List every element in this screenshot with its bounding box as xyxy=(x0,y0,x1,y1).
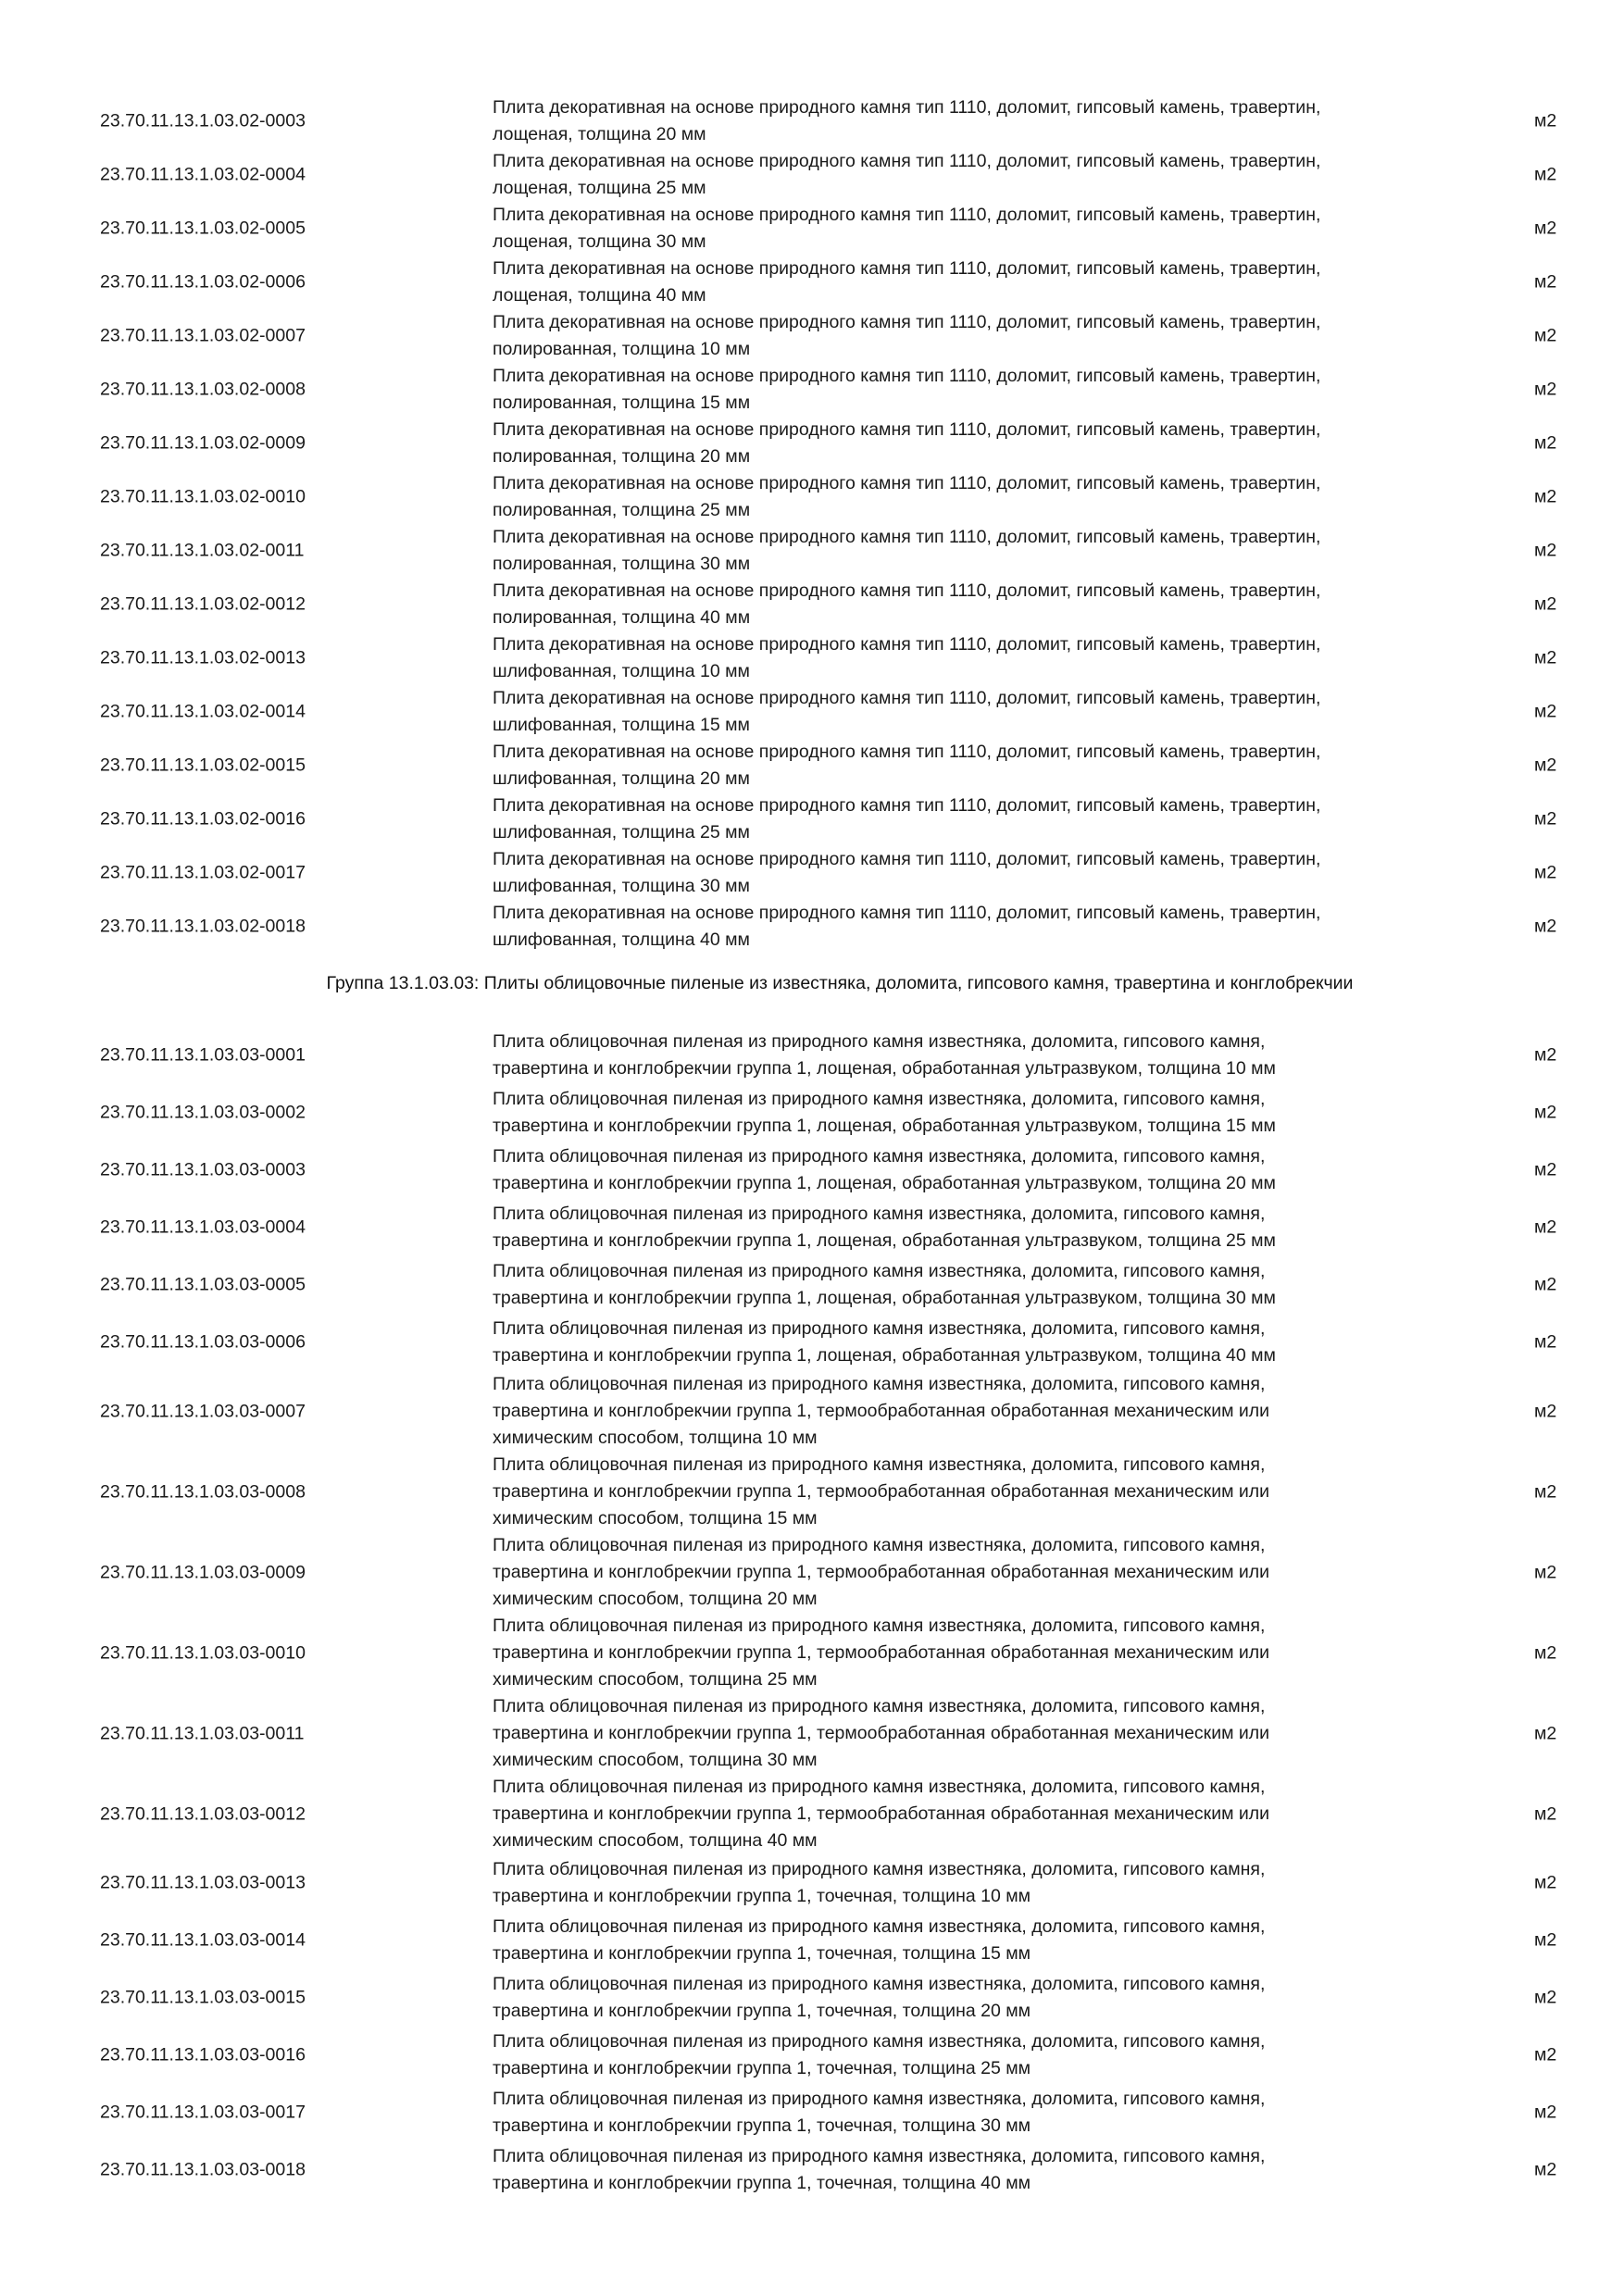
resource-description: Плита декоративная на основе природного камня тип 1110, доломит, гипсовый камень, травертин, лощеная, толщина 25 мм xyxy=(493,151,1321,198)
group-13-1-03-03-rows xyxy=(0,1027,1624,2199)
resource-code: 23.70.11.13.1.03.02-0011 xyxy=(100,540,305,561)
table-row xyxy=(0,202,1624,256)
resource-description: Плита облицовочная пиленая из природного камня известняка, доломита, гипсового камня, травертина и конглобрекчии группа 1, термообработанная обработанная механическим или химическим способом, толщина 20 мм xyxy=(493,1535,1270,1609)
unit-of-measure: м2 xyxy=(1534,1401,1557,1421)
table-row xyxy=(0,1084,1624,1142)
resource-description: Плита облицовочная пиленая из природного камня известняка, доломита, гипсового камня, травертина и конглобрекчии группа 1, термообработанная обработанная механическим или химическим способом, толщина 25 мм xyxy=(493,1616,1270,1690)
table-row xyxy=(0,1371,1624,1452)
resource-code: 23.70.11.13.1.03.02-0012 xyxy=(100,593,306,615)
table-row xyxy=(0,792,1624,846)
unit-of-measure: м2 xyxy=(1534,1723,1557,1743)
resource-code: 23.70.11.13.1.03.03-0013 xyxy=(100,1872,306,1893)
resource-description: Плита декоративная на основе природного камня тип 1110, доломит, гипсовый камень, травертин, полированная, толщина 20 мм xyxy=(493,419,1321,467)
group-13-1-03-02-rows xyxy=(0,94,1624,954)
table-row xyxy=(0,1256,1624,1314)
unit-of-measure: м2 xyxy=(1534,325,1557,346)
table-row xyxy=(0,900,1624,954)
unit-of-measure: м2 xyxy=(1534,110,1557,131)
unit-of-measure: м2 xyxy=(1534,1481,1557,1502)
resource-description: Плита облицовочная пиленая из природного камня известняка, доломита, гипсового камня, травертина и конглобрекчии группа 1, термообработанная обработанная механическим или химическим способом, толщина 40 мм xyxy=(493,1777,1270,1851)
resource-description: Плита декоративная на основе природного камня тип 1110, доломит, гипсовый камень, травертин, шлифованная, толщина 20 мм xyxy=(493,742,1321,789)
unit-of-measure: м2 xyxy=(1534,701,1557,722)
resource-code: 23.70.11.13.1.03.03-0012 xyxy=(100,1803,306,1824)
unit-of-measure: м2 xyxy=(1534,1987,1557,2008)
table-row xyxy=(0,1693,1624,1774)
unit-of-measure: м2 xyxy=(1534,1044,1557,1066)
unit-of-measure: м2 xyxy=(1534,486,1557,507)
table-row xyxy=(0,846,1624,900)
resource-description: Плита облицовочная пиленая из природного камня известняка, доломита, гипсового камня, травертина и конглобрекчии группа 1, точечная, толщина 10 мм xyxy=(493,1859,1266,1906)
resource-description: Плита декоративная на основе природного камня тип 1110, доломит, гипсовый камень, травертин, шлифованная, толщина 15 мм xyxy=(493,688,1321,735)
unit-of-measure: м2 xyxy=(1534,755,1557,776)
price-list-page xyxy=(0,94,1624,2199)
unit-of-measure: м2 xyxy=(1534,540,1557,561)
table-row xyxy=(0,94,1624,148)
resource-description: Плита облицовочная пиленая из природного камня известняка, доломита, гипсового камня, травертина и конглобрекчии группа 1, точечная, толщина 15 мм xyxy=(493,1916,1266,1964)
resource-description: Плита декоративная на основе природного камня тип 1110, доломит, гипсовый камень, травертин, лощеная, толщина 20 мм xyxy=(493,97,1321,144)
table-row xyxy=(0,1912,1624,1969)
unit-of-measure: м2 xyxy=(1534,593,1557,615)
table-row xyxy=(0,685,1624,739)
resource-description: Плита облицовочная пиленая из природного камня известняка, доломита, гипсового камня, травертина и конглобрекчии группа 1, лощеная, обработанная ультразвуком, толщина 40 мм xyxy=(493,1318,1276,1366)
unit-of-measure: м2 xyxy=(1534,164,1557,185)
resource-description: Плита декоративная на основе природного камня тип 1110, доломит, гипсовый камень, травертин, шлифованная, толщина 25 мм xyxy=(493,795,1321,842)
table-row xyxy=(0,739,1624,792)
resource-code: 23.70.11.13.1.03.02-0006 xyxy=(100,271,306,293)
resource-code: 23.70.11.13.1.03.03-0003 xyxy=(100,1159,306,1180)
table-row xyxy=(0,148,1624,202)
resource-description: Плита облицовочная пиленая из природного камня известняка, доломита, гипсового камня, травертина и конглобрекчии группа 1, лощеная, обработанная ультразвуком, толщина 15 мм xyxy=(493,1089,1276,1136)
resource-description: Плита облицовочная пиленая из природного камня известняка, доломита, гипсового камня, травертина и конглобрекчии группа 1, лощеная, обработанная ультразвуком, толщина 10 мм xyxy=(493,1031,1276,1079)
resource-code: 23.70.11.13.1.03.02-0004 xyxy=(100,164,306,185)
table-row xyxy=(0,1854,1624,1912)
resource-description: Плита облицовочная пиленая из природного камня известняка, доломита, гипсового камня, травертина и конглобрекчии группа 1, точечная, толщина 30 мм xyxy=(493,2089,1266,2136)
unit-of-measure: м2 xyxy=(1534,808,1557,830)
resource-description: Плита облицовочная пиленая из природного камня известняка, доломита, гипсового камня, травертина и конглобрекчии группа 1, лощеная, обработанная ультразвуком, толщина 25 мм xyxy=(493,1204,1276,1251)
resource-description: Плита облицовочная пиленая из природного камня известняка, доломита, гипсового камня, травертина и конглобрекчии группа 1, термообработанная обработанная механическим или химическим способом, толщина 30 мм xyxy=(493,1696,1270,1770)
group-heading: Группа 13.1.03.03: Плиты облицовочные пиленые из известняка, доломита, гипсового камня, травертина и конглобрекчии xyxy=(326,973,1354,993)
table-row xyxy=(0,524,1624,578)
resource-code: 23.70.11.13.1.03.02-0010 xyxy=(100,486,306,507)
resource-description: Плита декоративная на основе природного камня тип 1110, доломит, гипсовый камень, травертин, лощеная, толщина 30 мм xyxy=(493,205,1321,252)
table-row xyxy=(0,470,1624,524)
resource-description: Плита декоративная на основе природного камня тип 1110, доломит, гипсовый камень, травертин, полированная, толщина 30 мм xyxy=(493,527,1321,574)
resource-description: Плита декоративная на основе природного камня тип 1110, доломит, гипсовый камень, травертин, полированная, толщина 25 мм xyxy=(493,473,1321,520)
resource-code: 23.70.11.13.1.03.03-0007 xyxy=(100,1401,306,1421)
table-row xyxy=(0,1452,1624,1532)
resource-code: 23.70.11.13.1.03.03-0015 xyxy=(100,1987,306,2008)
unit-of-measure: м2 xyxy=(1534,1872,1557,1893)
table-row xyxy=(0,1613,1624,1693)
resource-code: 23.70.11.13.1.03.03-0018 xyxy=(100,2159,306,2180)
resource-description: Плита облицовочная пиленая из природного камня известняка, доломита, гипсового камня, травертина и конглобрекчии группа 1, лощеная, обработанная ультразвуком, толщина 20 мм xyxy=(493,1146,1276,1193)
resource-description: Плита декоративная на основе природного камня тип 1110, доломит, гипсовый камень, травертин, полированная, толщина 15 мм xyxy=(493,366,1321,413)
table-row xyxy=(0,1532,1624,1613)
unit-of-measure: м2 xyxy=(1534,2044,1557,2065)
table-row xyxy=(0,2027,1624,2084)
resource-code: 23.70.11.13.1.03.02-0014 xyxy=(100,701,306,722)
unit-of-measure: м2 xyxy=(1534,2159,1557,2180)
table-row xyxy=(0,363,1624,417)
table-row xyxy=(0,256,1624,309)
resource-code: 23.70.11.13.1.03.03-0006 xyxy=(100,1331,306,1353)
resource-code: 23.70.11.13.1.03.02-0005 xyxy=(100,218,306,239)
unit-of-measure: м2 xyxy=(1534,1217,1557,1238)
table-row xyxy=(0,1199,1624,1256)
resource-code: 23.70.11.13.1.03.02-0015 xyxy=(100,755,306,776)
table-row xyxy=(0,309,1624,363)
unit-of-measure: м2 xyxy=(1534,1929,1557,1951)
table-row xyxy=(0,1774,1624,1854)
table-row xyxy=(0,2084,1624,2141)
unit-of-measure: м2 xyxy=(1534,1331,1557,1353)
resource-description: Плита декоративная на основе природного камня тип 1110, доломит, гипсовый камень, травертин, лощеная, толщина 40 мм xyxy=(493,258,1321,306)
resource-code: 23.70.11.13.1.03.02-0016 xyxy=(100,808,306,830)
resource-code: 23.70.11.13.1.03.03-0005 xyxy=(100,1274,306,1295)
resource-code: 23.70.11.13.1.03.03-0014 xyxy=(100,1929,306,1951)
table-row xyxy=(0,1027,1624,1084)
unit-of-measure: м2 xyxy=(1534,1274,1557,1295)
unit-of-measure: м2 xyxy=(1534,862,1557,883)
resource-description: Плита облицовочная пиленая из природного камня известняка, доломита, гипсового камня, травертина и конглобрекчии группа 1, термообработанная обработанная механическим или химическим способом, толщина 10 мм xyxy=(493,1374,1270,1448)
resource-code: 23.70.11.13.1.03.02-0018 xyxy=(100,916,306,937)
resource-code: 23.70.11.13.1.03.03-0011 xyxy=(100,1723,305,1743)
resource-code: 23.70.11.13.1.03.03-0001 xyxy=(100,1044,306,1066)
unit-of-measure: м2 xyxy=(1534,1642,1557,1663)
resource-code: 23.70.11.13.1.03.02-0008 xyxy=(100,379,306,400)
unit-of-measure: м2 xyxy=(1534,218,1557,239)
unit-of-measure: м2 xyxy=(1534,647,1557,668)
unit-of-measure: м2 xyxy=(1534,271,1557,293)
table-row xyxy=(0,578,1624,631)
resource-code: 23.70.11.13.1.03.03-0017 xyxy=(100,2102,306,2123)
resource-description: Плита облицовочная пиленая из природного камня известняка, доломита, гипсового камня, травертина и конглобрекчии группа 1, точечная, толщина 25 мм xyxy=(493,2031,1266,2078)
resource-description: Плита декоративная на основе природного камня тип 1110, доломит, гипсовый камень, травертин, полированная, толщина 10 мм xyxy=(493,312,1321,359)
resource-description: Плита декоративная на основе природного камня тип 1110, доломит, гипсовый камень, травертин, шлифованная, толщина 30 мм xyxy=(493,849,1321,896)
table-row xyxy=(0,1314,1624,1371)
unit-of-measure: м2 xyxy=(1534,916,1557,937)
resource-code: 23.70.11.13.1.03.02-0017 xyxy=(100,862,306,883)
resource-code: 23.70.11.13.1.03.03-0004 xyxy=(100,1217,306,1238)
resource-description: Плита декоративная на основе природного камня тип 1110, доломит, гипсовый камень, травертин, полированная, толщина 40 мм xyxy=(493,580,1321,628)
resource-description: Плита декоративная на основе природного камня тип 1110, доломит, гипсовый камень, травертин, шлифованная, толщина 10 мм xyxy=(493,634,1321,681)
unit-of-measure: м2 xyxy=(1534,1562,1557,1582)
unit-of-measure: м2 xyxy=(1534,1803,1557,1824)
resource-code: 23.70.11.13.1.03.02-0003 xyxy=(100,110,306,131)
resource-code: 23.70.11.13.1.03.03-0008 xyxy=(100,1481,306,1502)
resource-code: 23.70.11.13.1.03.03-0010 xyxy=(100,1642,306,1663)
resource-code: 23.70.11.13.1.03.03-0002 xyxy=(100,1102,306,1123)
unit-of-measure: м2 xyxy=(1534,379,1557,400)
resource-code: 23.70.11.13.1.03.03-0016 xyxy=(100,2044,306,2065)
resource-description: Плита облицовочная пиленая из природного камня известняка, доломита, гипсового камня, травертина и конглобрекчии группа 1, точечная, толщина 40 мм xyxy=(493,2146,1266,2193)
table-row xyxy=(0,1969,1624,2027)
table-row xyxy=(0,631,1624,685)
resource-description: Плита облицовочная пиленая из природного камня известняка, доломита, гипсового камня, травертина и конглобрекчии группа 1, термообработанная обработанная механическим или химическим способом, толщина 15 мм xyxy=(493,1454,1270,1529)
unit-of-measure: м2 xyxy=(1534,1102,1557,1123)
unit-of-measure: м2 xyxy=(1534,432,1557,454)
table-row xyxy=(0,1142,1624,1199)
resource-code: 23.70.11.13.1.03.02-0013 xyxy=(100,647,306,668)
resource-code: 23.70.11.13.1.03.02-0007 xyxy=(100,325,306,346)
resource-code: 23.70.11.13.1.03.03-0009 xyxy=(100,1562,306,1582)
unit-of-measure: м2 xyxy=(1534,2102,1557,2123)
table-row xyxy=(0,417,1624,470)
resource-code: 23.70.11.13.1.03.02-0009 xyxy=(100,432,306,454)
unit-of-measure: м2 xyxy=(1534,1159,1557,1180)
table-row xyxy=(0,2141,1624,2199)
resource-description: Плита декоративная на основе природного камня тип 1110, доломит, гипсовый камень, травертин, шлифованная, толщина 40 мм xyxy=(493,903,1321,950)
resource-description: Плита облицовочная пиленая из природного камня известняка, доломита, гипсового камня, травертина и конглобрекчии группа 1, лощеная, обработанная ультразвуком, толщина 30 мм xyxy=(493,1261,1276,1308)
resource-description: Плита облицовочная пиленая из природного камня известняка, доломита, гипсового камня, травертина и конглобрекчии группа 1, точечная, толщина 20 мм xyxy=(493,1974,1266,2021)
